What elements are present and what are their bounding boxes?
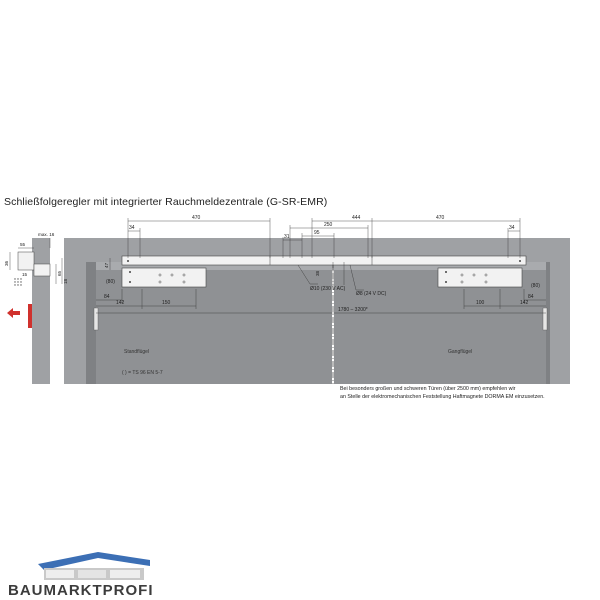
note-line: Bei besonders großen und schweren Türen (über 2500 mm) empfehlen wir	[340, 386, 516, 392]
dim-250: 250	[324, 222, 333, 228]
smoke-detector-icon	[14, 278, 21, 285]
label-standfluegel: Standflügel	[124, 349, 150, 355]
mount-hole	[129, 271, 131, 273]
side-dim-max16: max. 16	[38, 232, 55, 237]
dim-right-34: 34	[509, 225, 515, 231]
dim-top-right-444: 444	[352, 215, 361, 221]
installation-note	[340, 385, 545, 401]
dim-100: 100	[476, 300, 485, 306]
label-footnote: ( ) = TS 96 EN 5-7	[122, 370, 163, 376]
dim-150: 150	[162, 300, 171, 306]
label-gangfluegel: Gangflügel	[448, 349, 473, 355]
callout-24v: Ø8 (24 V DC)	[356, 291, 387, 297]
overhead-rail	[122, 256, 526, 265]
brand-name: BAUMARKTPROFI	[8, 582, 154, 599]
door-closer-right	[438, 268, 522, 287]
side-dim-65: 65	[57, 270, 62, 276]
dim-142-left: 142	[116, 300, 125, 306]
red-arrow-icon	[7, 308, 20, 318]
dim-31: 31	[284, 234, 290, 240]
dim-95: 95	[314, 230, 320, 236]
dim-84-left: 84	[104, 294, 110, 300]
dim-span: 1780 – 3200*	[338, 307, 368, 313]
side-wall-section	[32, 238, 50, 384]
side-dim-36: 36	[4, 260, 9, 266]
door-edge-section	[28, 304, 32, 328]
hinge-left	[94, 308, 98, 330]
mount-hole	[445, 271, 447, 273]
dim-47: 47	[104, 262, 109, 268]
dim-top-left-470: 470	[192, 215, 201, 221]
side-dim-18: 18	[63, 278, 68, 284]
note-line: an Stelle der elektromechanischen Feststellung Haftmagnete DORMA EM einzusetzen.	[340, 394, 545, 400]
dim-38: 38	[315, 270, 320, 276]
brand-logo	[8, 550, 168, 600]
diagram-title: Schließfolgeregler mit integrierter Rauchmeldezentrale (G-SR-EMR)	[4, 196, 328, 208]
side-mount-plate	[34, 264, 50, 276]
dim-left-34: 34	[129, 225, 135, 231]
callout-230v: Ø10 (230 V AC)	[310, 286, 346, 292]
roof-logo-icon	[38, 550, 158, 584]
side-dim-55: 55	[20, 242, 26, 247]
mount-hole	[445, 281, 447, 283]
dim-84-right: 84	[528, 294, 534, 300]
mount-hole	[129, 281, 131, 283]
dim-80-left: (80)	[106, 279, 115, 285]
side-dim-15: 15	[22, 272, 28, 277]
dim-142-right: 142	[520, 300, 529, 306]
rail-hole	[519, 260, 521, 262]
side-closer-profile	[18, 252, 34, 270]
dim-80-right: (80)	[531, 283, 540, 289]
rail-hole	[127, 260, 129, 262]
hinge-right	[543, 308, 547, 330]
dim-top-right-470: 470	[436, 215, 445, 221]
door-closer-left	[122, 268, 206, 287]
